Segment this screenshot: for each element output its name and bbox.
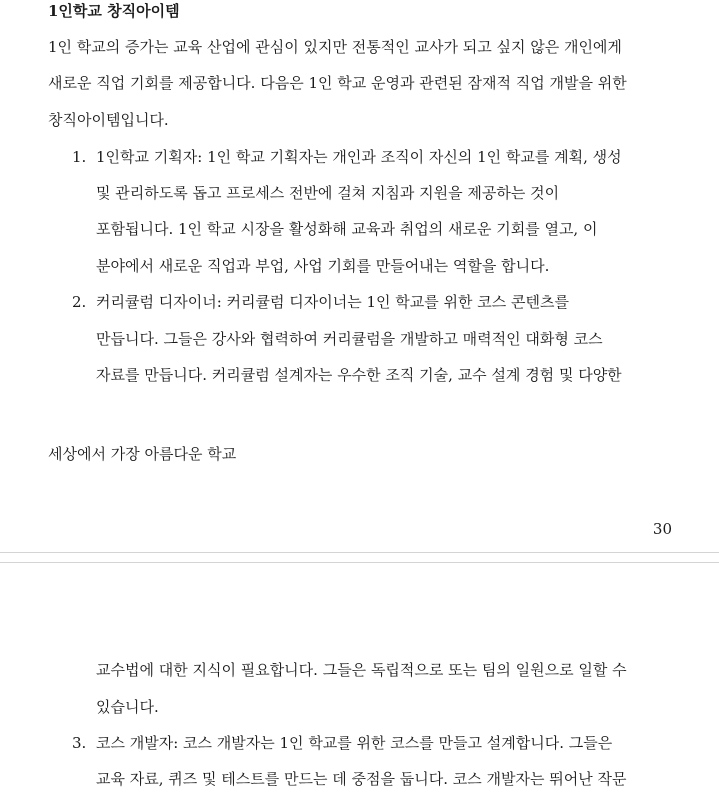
- page-number: 30: [652, 520, 672, 538]
- list-number-2: 2.: [72, 293, 87, 311]
- list-number-1: 1.: [72, 148, 87, 166]
- list-item-3-line-1: 코스 개발자: 코스 개발자는 1인 학교를 위한 코스를 만들고 설계합니다. 그들은: [96, 734, 613, 752]
- list-item-1-line-3: 포함됩니다. 1인 학교 시장을 활성화해 교육과 취업의 새로운 기회를 열고, 이: [96, 220, 598, 238]
- page-footer: 세상에서 가장 아름다운 학교: [48, 445, 237, 463]
- list-item-1-line-4: 분야에서 새로운 직업과 부업, 사업 기회를 만들어내는 역할을 합니다.: [96, 257, 550, 275]
- intro-line-3: 창직아이템입니다.: [48, 111, 169, 129]
- list-item-2-line-2: 만듭니다. 그들은 강사와 협력하여 커리큘럼을 개발하고 매력적인 대화형 코스: [96, 330, 603, 348]
- document-page-31: [0, 563, 719, 805]
- list-item-2-line-1: 커리큘럼 디자이너: 커리큘럼 디자이너는 1인 학교를 위한 코스 콘텐츠를: [96, 293, 569, 311]
- list-item-2-line-3: 자료를 만듭니다. 커리큘럼 설계자는 우수한 조직 기술, 교수 설계 경험 및 다양한: [96, 366, 622, 384]
- list-number-3: 3.: [72, 734, 87, 752]
- continuation-line-1: 교수법에 대한 지식이 필요합니다. 그들은 독립적으로 또는 팀의 일원으로 일할 수: [96, 661, 627, 679]
- list-item-3-line-2: 교육 자료, 퀴즈 및 테스트를 만드는 데 중점을 둡니다. 코스 개발자는 뛰어난 작문: [96, 770, 627, 788]
- page-break-divider: [0, 552, 719, 563]
- section-heading: 1인학교 창직아이템: [48, 2, 180, 20]
- list-item-1-line-1: 1인학교 기획자: 1인 학교 기획자는 개인과 조직이 자신의 1인 학교를 계획, 생성: [96, 148, 622, 166]
- intro-line-1: 1인 학교의 증가는 교육 산업에 관심이 있지만 전통적인 교사가 되고 싶지 않은 개인에게: [48, 38, 622, 56]
- continuation-line-2: 있습니다.: [96, 698, 159, 716]
- intro-line-2: 새로운 직업 기회를 제공합니다. 다음은 1인 학교 운영과 관련된 잠재적 직업 개발을 위한: [48, 74, 627, 92]
- list-item-1-line-2: 및 관리하도록 돕고 프로세스 전반에 걸쳐 지침과 지원을 제공하는 것이: [96, 184, 560, 202]
